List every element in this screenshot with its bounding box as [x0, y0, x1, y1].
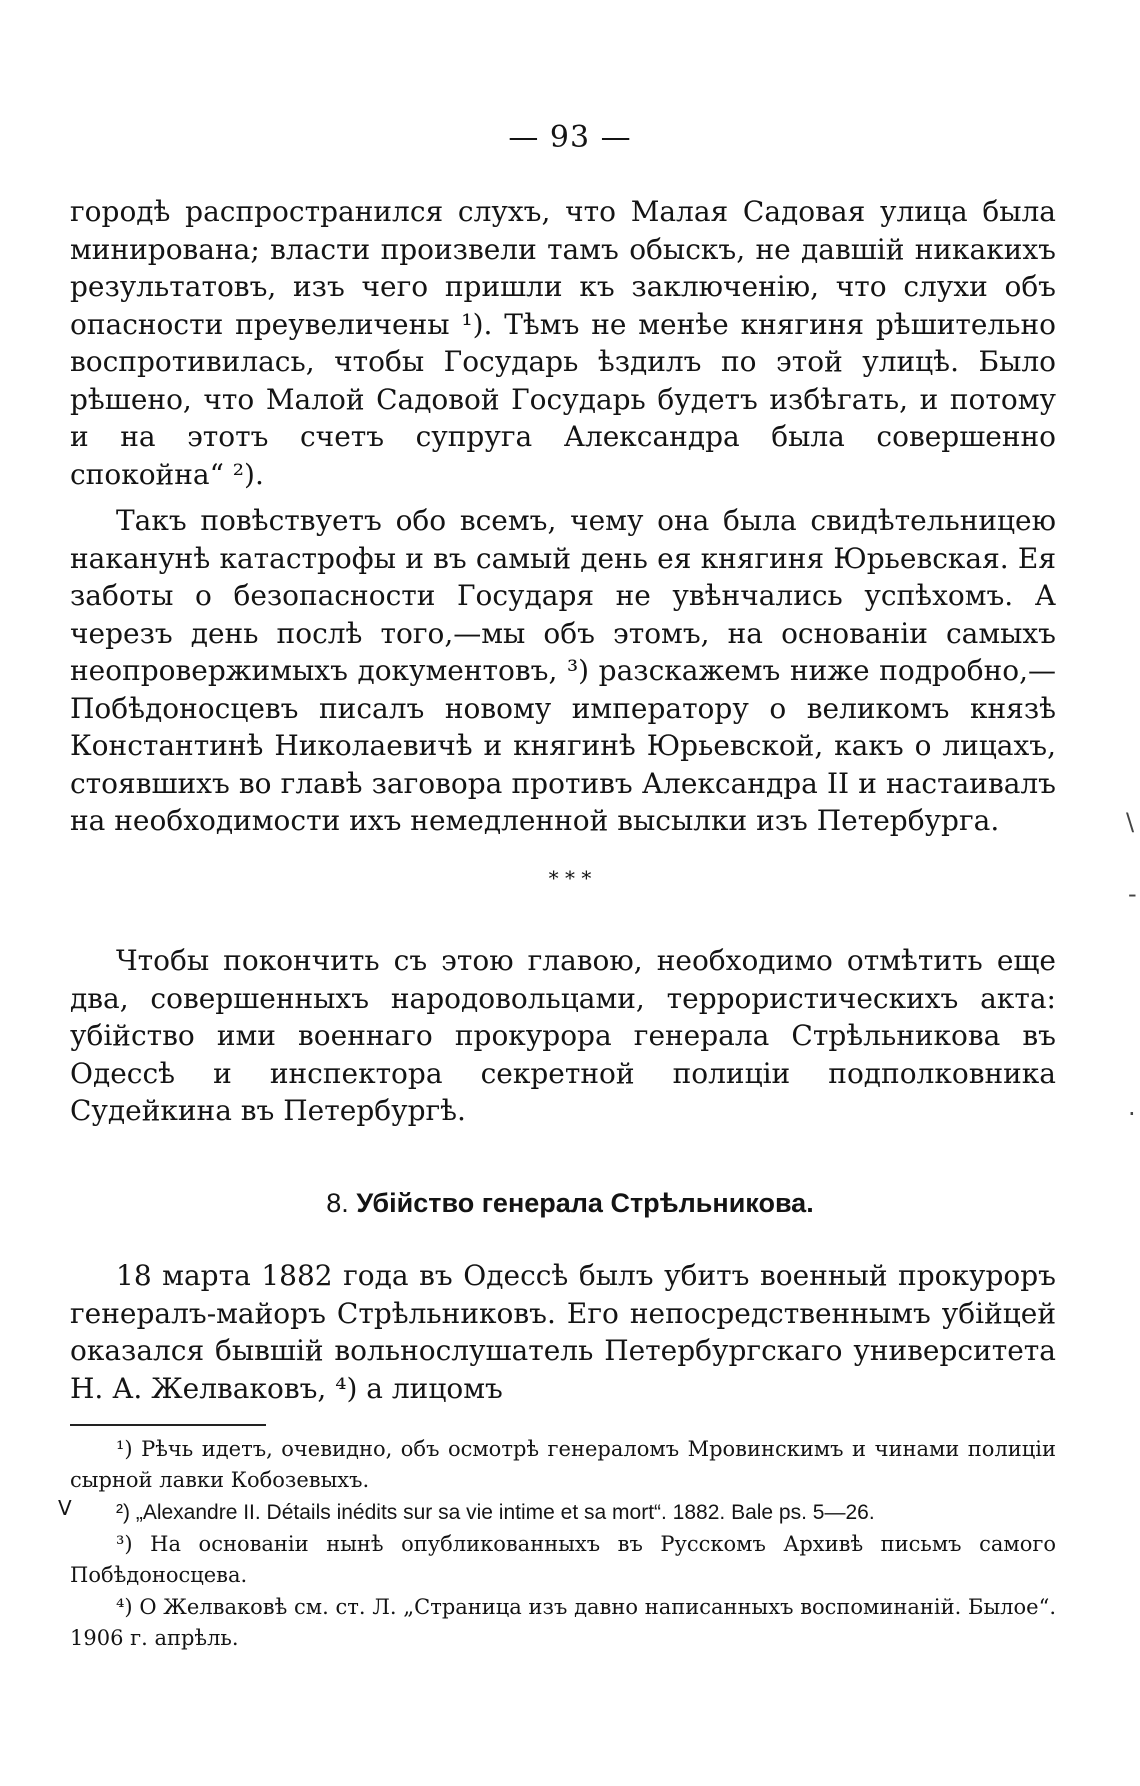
edge-scan-mark: \: [1126, 808, 1135, 836]
section-number: 8.: [326, 1188, 349, 1218]
footnote-3: ³) На основаніи нынѣ опубликованныхъ въ Русскомъ Архивѣ письмъ самого Побѣдоносцева.: [70, 1532, 1056, 1587]
footnote-1: ¹) Рѣчь идетъ, очевидно, объ осмотрѣ генераломъ Мровинскимъ и чинами полиціи сырной лавки Кобозевыхъ.: [70, 1437, 1056, 1492]
footnotes: [70, 1434, 1056, 1655]
paragraph-text: Чтобы покончить съ этою главою, необходимо отмѣтить еще два, совершенныхъ народовольцами, террористическихъ акта: убійство ими военнаго прокурора генерала Стрѣльникова въ Одессѣ и инспектора секретной полиціи подполковника Судейкина въ Петербургѣ.: [70, 944, 1056, 1127]
paragraph-chapter-close: [70, 942, 1056, 1130]
handwritten-check-mark: V: [58, 1496, 72, 1520]
footnote-rule: [70, 1424, 266, 1426]
paragraph-continuation: [70, 193, 1056, 493]
footnote-2: ²) „Alexandre II. Détails inédits sur sa vie intime et sa mort“. 1882. Bale ps. 5—26.: [116, 1501, 875, 1524]
page-number: — 93 —: [508, 120, 632, 155]
paragraph-text: 18 марта 1882 года въ Одессѣ былъ убитъ военный прокуроръ генералъ-майоръ Стрѣльниковъ. Его непосредственнымъ убійцей оказался бывшій вольнослушатель Петербургскаго университета Н. А. Желваковъ, ⁴) а лицомъ: [70, 1259, 1056, 1405]
section-heading: [0, 1188, 1140, 1219]
footnote-4: ⁴) О Желваковѣ см. ст. Л. „Страница изъ давно написанныхъ воспоминаній. Былое“. 1906 г. апрѣль.: [70, 1595, 1056, 1650]
paragraph-yurievskaya: [70, 502, 1056, 840]
edge-scan-mark: ·: [1128, 1100, 1136, 1128]
section-title: Убійство генерала Стрѣльникова.: [356, 1188, 814, 1218]
paragraph-text: Такъ повѣствуетъ обо всемъ, чему она была свидѣтельницею наканунѣ катастрофы и въ самый день ея княгиня Юрьевская. Ея заботы о безопасности Государя не увѣнчались успѣхомъ. А черезъ день послѣ того,—мы объ этомъ, на основаніи самыхъ неопровержимыхъ документовъ, ³) разскажемъ ниже подробно,—Побѣдоносцевъ писалъ новому императору о великомъ князѣ Константинѣ Николаевичѣ и княгинѣ Юрьевской, какъ о лицахъ, стоявшихъ во главѣ заговора противъ Александра II и настаивалъ на необходимости ихъ немедленной высылки изъ Петербурга.: [70, 504, 1056, 837]
paragraph-strelnikov: [70, 1257, 1056, 1407]
edge-scan-mark: -: [1128, 880, 1137, 908]
asterism-separator: * * *: [548, 866, 592, 890]
paragraph-text: городѣ распространился слухъ, что Малая Садовая улица была минирована; власти произвели тамъ обыскъ, не давшій никакихъ результатовъ, изъ чего пришли къ заключенію, что слухи объ опасности преувеличены ¹). Тѣмъ не менѣе княгиня рѣшительно воспротивилась, чтобы Государь ѣздилъ по этой улицѣ. Было рѣшено, что Малой Садовой Государь будетъ избѣгать, и потому и на этотъ счетъ супруга Александра была совершенно спокойна“ ²).: [70, 195, 1056, 491]
